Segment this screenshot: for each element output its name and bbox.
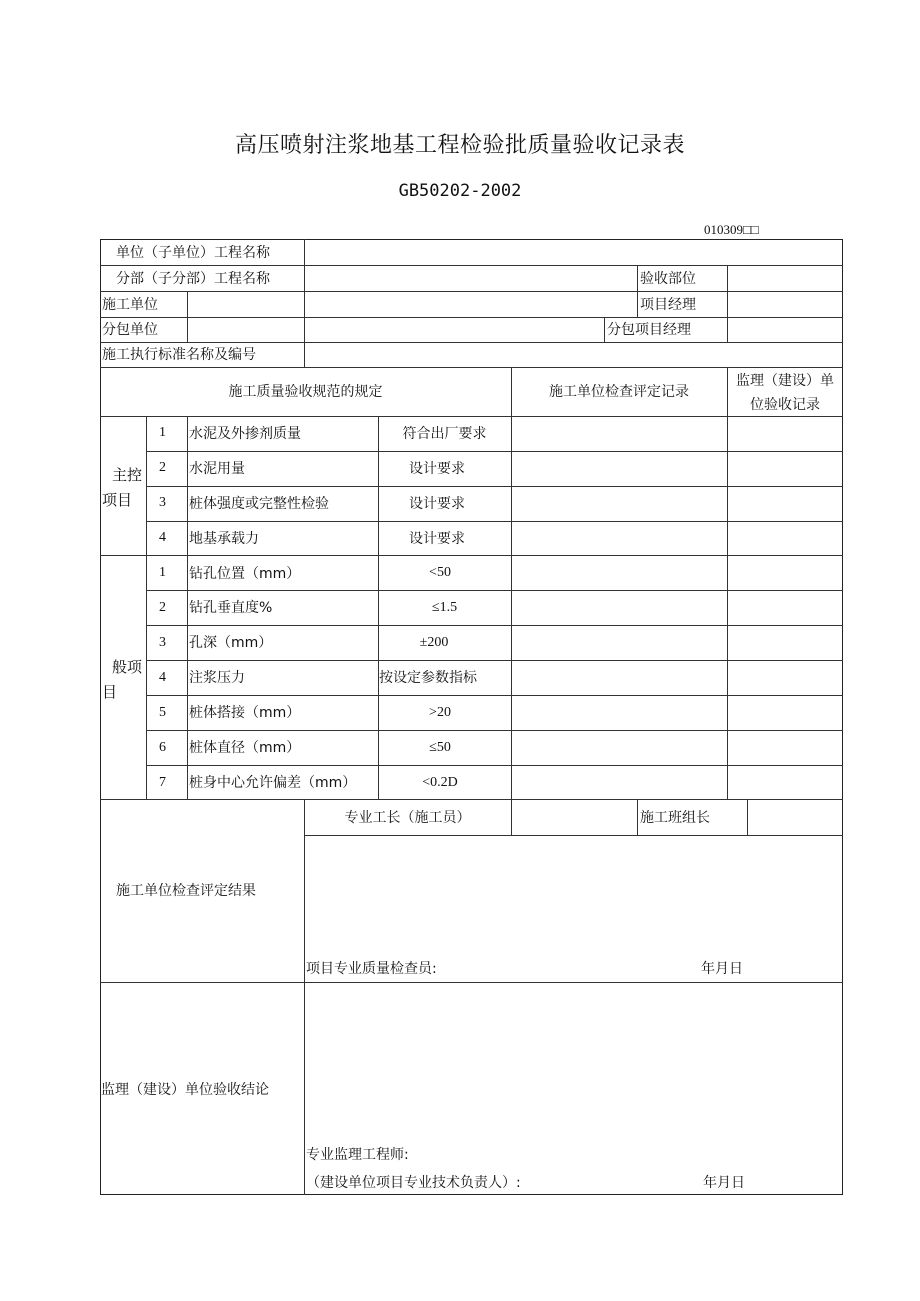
col-divider xyxy=(187,416,188,799)
row-divider xyxy=(100,416,843,417)
col-divider xyxy=(511,799,512,835)
spec-column-header: 施工质量验收规范的规定 xyxy=(228,384,383,400)
row-divider xyxy=(146,625,843,626)
row-divider xyxy=(146,486,843,487)
col-divider xyxy=(304,799,305,1195)
standard-code: GB50202-2002 xyxy=(398,181,522,201)
row-divider xyxy=(100,799,843,800)
page-title: 高压喷射注浆地基工程检验批质量验收记录表 xyxy=(234,133,685,158)
row-divider xyxy=(146,695,843,696)
supervising-engineer-label: 专业监理工程师: xyxy=(306,1147,409,1163)
construction-result-label: 施工单位检查评定结果 xyxy=(116,883,256,899)
foreman-label: 专业工长（施工员） xyxy=(344,810,471,826)
col-divider xyxy=(637,799,638,835)
subcontract-unit-label: 分包单位 xyxy=(102,322,158,338)
item-name: 钻孔位置（mm） xyxy=(189,566,301,582)
col-divider xyxy=(747,799,748,835)
row-divider xyxy=(100,291,843,292)
item-name: 桩体搭接（mm） xyxy=(189,705,301,721)
col-divider xyxy=(727,265,728,342)
row-divider xyxy=(146,660,843,661)
supervision-date-label: 年月日 xyxy=(703,1175,745,1191)
col-divider xyxy=(304,239,305,367)
col-divider xyxy=(637,291,638,317)
team-leader-label: 施工班组长 xyxy=(640,810,710,826)
result-date-label: 年月日 xyxy=(701,961,743,977)
item-number: 3 xyxy=(159,495,166,510)
row-divider xyxy=(100,342,843,343)
row-divider xyxy=(146,765,843,766)
col-divider xyxy=(727,367,728,799)
row-divider xyxy=(100,367,843,368)
row-divider xyxy=(146,521,843,522)
item-requirement: 按设定参数指标 xyxy=(379,670,477,686)
item-number: 1 xyxy=(159,425,166,440)
row-divider xyxy=(100,317,843,318)
owner-representative-label: （建设单位项目专业技术负责人）: xyxy=(306,1175,521,1191)
item-requirement: 设计要求 xyxy=(409,531,465,547)
item-name: 水泥用量 xyxy=(189,461,245,477)
row-divider xyxy=(146,590,843,591)
supervision-column-header: 监理（建设）单 xyxy=(736,373,834,389)
subcontract-manager-label: 分包项目经理 xyxy=(607,322,691,338)
item-name: 桩身中心允许偏差（mm） xyxy=(189,775,357,791)
general-group-label: 目 xyxy=(102,683,118,701)
row-divider xyxy=(304,835,843,836)
item-requirement: <0.2D xyxy=(422,775,458,790)
item-requirement: >20 xyxy=(429,705,451,720)
supervision-conclusion-label: 监理（建设）单位验收结论 xyxy=(101,1082,269,1098)
quality-inspector-label: 项目专业质量检查员: xyxy=(306,961,437,977)
item-requirement: <50 xyxy=(429,565,451,580)
sub-project-label: 分部（子分部）工程名称 xyxy=(116,271,270,287)
item-name: 注浆压力 xyxy=(189,670,245,686)
item-requirement: ±200 xyxy=(419,635,449,650)
item-number: 6 xyxy=(159,740,166,755)
item-number: 7 xyxy=(159,775,166,790)
item-number: 3 xyxy=(159,635,166,650)
item-name: 地基承载力 xyxy=(189,531,259,547)
row-divider xyxy=(100,982,843,983)
construction-unit-label: 施工单位 xyxy=(102,297,158,313)
item-name: 桩体直径（mm） xyxy=(189,740,301,756)
unit-project-label: 单位（子单位）工程名称 xyxy=(116,245,270,261)
row-divider xyxy=(100,265,843,266)
general-group-label: 般项 xyxy=(112,658,143,676)
item-requirement: 设计要求 xyxy=(409,496,465,512)
item-number: 2 xyxy=(159,600,166,615)
item-name: 钻孔垂直度% xyxy=(189,600,273,616)
item-requirement: 符合出厂要求 xyxy=(402,426,487,442)
check-record-column-header: 施工单位检查评定记录 xyxy=(549,384,689,400)
row-divider xyxy=(146,451,843,452)
item-number: 2 xyxy=(159,460,166,475)
main-control-group-label: 项目 xyxy=(102,491,133,509)
item-requirement: 设计要求 xyxy=(409,461,465,477)
item-requirement: ≤1.5 xyxy=(431,600,458,615)
acceptance-part-label: 验收部位 xyxy=(640,271,696,287)
col-divider xyxy=(604,317,605,342)
item-number: 1 xyxy=(159,565,166,580)
col-divider xyxy=(187,291,188,342)
standard-label: 施工执行标准名称及编号 xyxy=(102,347,256,363)
row-divider xyxy=(100,555,843,556)
col-divider xyxy=(511,367,512,799)
main-control-group-label: 主控 xyxy=(112,466,143,484)
item-name: 孔深（mm） xyxy=(189,635,273,651)
item-requirement: ≤50 xyxy=(429,740,451,755)
item-number: 4 xyxy=(159,530,166,545)
item-name: 水泥及外掺剂质量 xyxy=(189,426,301,442)
row-divider xyxy=(146,730,843,731)
item-name: 桩体强度或完整性检验 xyxy=(189,496,329,512)
form-number: 010309□□ xyxy=(704,222,759,237)
item-number: 5 xyxy=(159,705,166,720)
col-divider xyxy=(637,265,638,291)
project-manager-label: 项目经理 xyxy=(640,297,696,313)
item-number: 4 xyxy=(159,670,166,685)
supervision-column-header: 位验收记录 xyxy=(750,397,820,413)
